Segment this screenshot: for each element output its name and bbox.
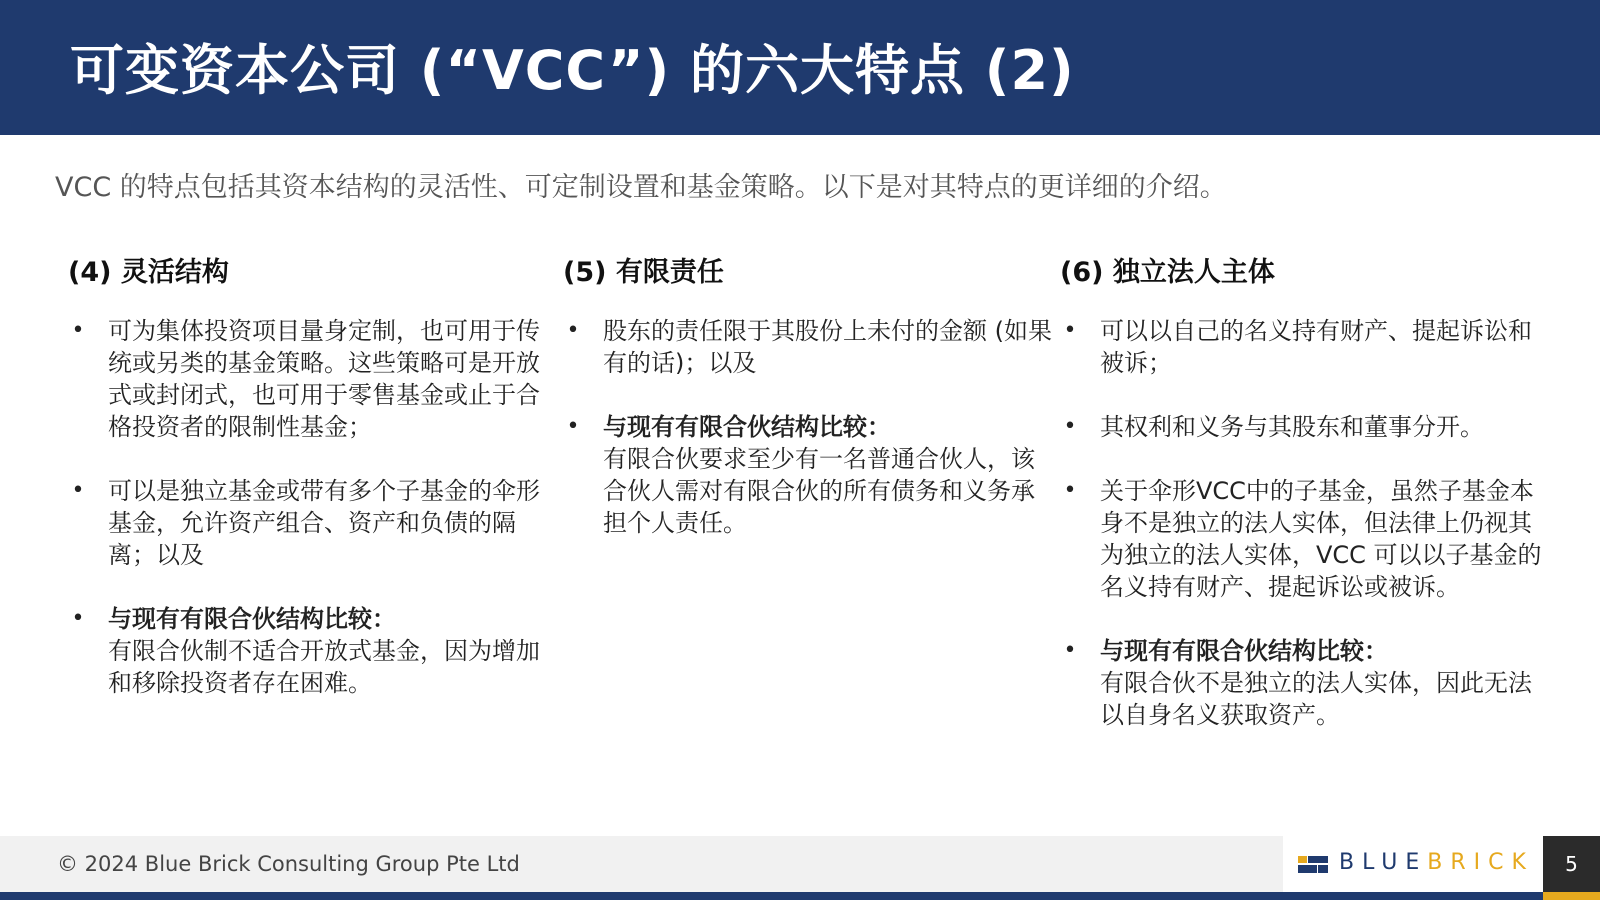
feature-column-5 — [563, 250, 1053, 571]
column-heading: (6) 独立法人主体 — [1060, 257, 1275, 288]
bullet-text: 可以是独立基金或带有多个子基金的伞形基金，允许资产组合、资产和负债的隔离；以及 — [108, 477, 540, 569]
bullet-item — [68, 475, 558, 571]
brick-logo-icon — [1298, 856, 1328, 873]
comparison-lead: 与现有有限合伙结构比较： — [108, 605, 396, 633]
bullet-item — [1060, 635, 1550, 731]
bottom-accent-bar — [0, 892, 1600, 900]
bullet-item — [68, 315, 558, 443]
bullet-icon: • — [566, 414, 580, 439]
bullet-item — [1060, 475, 1550, 603]
bullet-list — [68, 315, 558, 699]
bullet-text: 股东的责任限于其股份上未付的金额 (如果有的话)；以及 — [603, 317, 1052, 377]
bullet-text: 有限合伙不是独立的法人实体，因此无法以自身名义获取资产。 — [1100, 669, 1532, 729]
bullet-icon: • — [71, 478, 85, 503]
logo-word-brick: BRICK — [1427, 850, 1534, 875]
bullet-icon: • — [71, 606, 85, 631]
copyright-text: © 2024 Blue Brick Consulting Group Pte Ltd — [57, 852, 520, 876]
intro-text: VCC 的特点包括其资本结构的灵活性、可定制设置和基金策略。以下是对其特点的更详细的介绍。 — [55, 172, 1227, 203]
column-heading: (5) 有限责任 — [563, 257, 724, 288]
feature-column-4 — [68, 250, 558, 731]
feature-column-6 — [1060, 250, 1550, 763]
logo-wordmark — [1339, 850, 1534, 875]
page-number-box — [1543, 836, 1600, 892]
bullet-item — [68, 603, 558, 699]
bullet-text: 关于伞形VCC中的子基金，虽然子基金本身不是独立的法人实体，但法律上仍视其为独立的法人实体，VCC 可以以子基金的名义持有财产、提起诉讼或被诉。 — [1100, 477, 1542, 601]
title-bar — [0, 0, 1600, 135]
logo-word-blue: BLUE — [1339, 850, 1428, 875]
bullet-icon: • — [1063, 638, 1077, 663]
bullet-text: 有限合伙制不适合开放式基金，因为增加和移除投资者存在困难。 — [108, 637, 540, 697]
bullet-list — [563, 315, 1053, 539]
bottom-gold-accent — [1543, 892, 1600, 900]
bullet-item — [1060, 315, 1550, 379]
bullet-icon: • — [1063, 318, 1077, 343]
comparison-lead: 与现有有限合伙结构比较： — [1100, 637, 1388, 665]
bullet-item — [1060, 411, 1550, 443]
bullet-icon: • — [1063, 478, 1077, 503]
bullet-item — [563, 315, 1053, 379]
column-heading: (4) 灵活结构 — [68, 257, 229, 288]
bullet-text: 可为集体投资项目量身定制，也可用于传统或另类的基金策略。这些策略可是开放式或封闭式，也可用于零售基金或止于合格投资者的限制性基金； — [108, 317, 540, 441]
comparison-lead: 与现有有限合伙结构比较： — [603, 413, 891, 441]
bullet-item — [563, 411, 1053, 539]
bullet-icon: • — [1063, 414, 1077, 439]
page-number: 5 — [1565, 852, 1578, 876]
page-title: 可变资本公司 (“VCC”) 的六大特点 (2) — [70, 39, 1075, 102]
bluebrick-logo — [1283, 836, 1543, 892]
bullet-text: 其权利和义务与其股东和董事分开。 — [1100, 413, 1484, 441]
bullet-list — [1060, 315, 1550, 731]
bullet-icon: • — [71, 318, 85, 343]
bullet-text: 有限合伙要求至少有一名普通合伙人，该合伙人需对有限合伙的所有债务和义务承担个人责任。 — [603, 445, 1035, 537]
bullet-icon: • — [566, 318, 580, 343]
bullet-text: 可以以自己的名义持有财产、提起诉讼和被诉； — [1100, 317, 1532, 377]
